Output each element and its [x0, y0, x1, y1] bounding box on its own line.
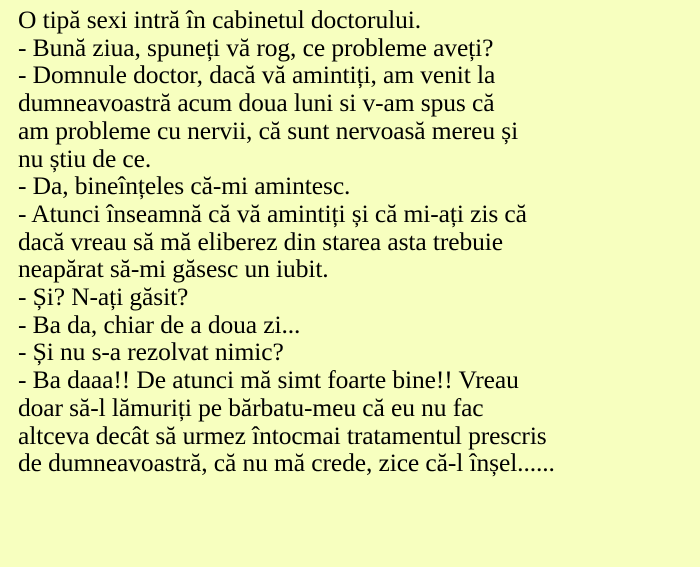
- joke-line: - Domnule doctor, dacă vă amintiți, am venit la: [18, 60, 496, 90]
- joke-line: - Și nu s-a rezolvat nimic?: [18, 337, 284, 367]
- joke-line: - Atunci înseamnă că vă amintiți și că mi-ați zis că: [18, 198, 527, 228]
- joke-line: - Ba da, chiar de a doua zi...: [18, 309, 301, 339]
- joke-line: doar să-l lămuriți pe bărbatu-meu că eu nu fac: [18, 392, 484, 422]
- joke-line: dacă vreau să mă eliberez din starea asta trebuie: [18, 226, 503, 256]
- joke-line: - Bună ziua, spuneți vă rog, ce probleme aveți?: [18, 32, 494, 62]
- joke-line: neapărat să-mi găsesc un iubit.: [18, 254, 329, 284]
- joke-line: altceva decât să urmez întocmai tratamentul prescris: [18, 420, 547, 450]
- joke-line: O tipă sexi intră în cabinetul doctorului.: [18, 5, 421, 34]
- joke-line: - Și? N-ați găsit?: [18, 282, 189, 312]
- joke-line: de dumneavoastră, că nu mă crede, zice că-l înșel......: [18, 448, 555, 478]
- joke-line: dumneavoastră acum doua luni si v-am spus că: [18, 88, 495, 118]
- joke-line: nu știu de ce.: [18, 143, 152, 173]
- joke-line: - Ba daaa!! De atunci mă simt foarte bine!! Vreau: [18, 365, 519, 395]
- joke-line: - Da, bineînțeles că-mi amintesc.: [18, 171, 351, 201]
- joke-line: am probleme cu nervii, că sunt nervoasă mereu și: [18, 115, 519, 145]
- joke-text: [18, 6, 696, 477]
